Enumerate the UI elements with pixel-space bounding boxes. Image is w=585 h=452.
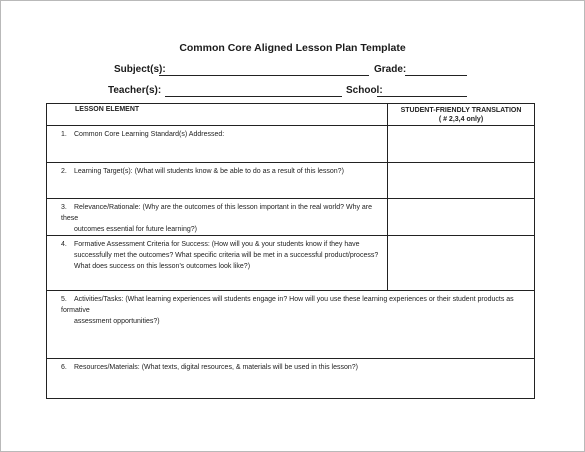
grade-field[interactable] [405, 75, 467, 76]
table-row [47, 126, 535, 163]
subject-label: Subject(s): [114, 64, 166, 75]
row-text-continued: assessment opportunities?) [74, 318, 160, 325]
row-number: 4. [61, 241, 67, 248]
document-title: Common Core Aligned Lesson Plan Template [179, 42, 406, 54]
row-text-continued: outcomes essential for future learning?) [74, 226, 197, 233]
translation-cell[interactable] [388, 163, 535, 199]
table-row [47, 291, 535, 359]
lesson-element-header: LESSON ELEMENT [47, 104, 388, 126]
student-translation-header-line2: ( # 2,3,4 only) [438, 116, 484, 123]
row-number: 2. [61, 168, 67, 175]
activities-cell[interactable] [47, 291, 535, 359]
row-text: Common Core Learning Standard(s) Addressed: [74, 131, 225, 138]
lesson-element-cell[interactable] [47, 199, 388, 236]
translation-cell[interactable] [388, 126, 535, 163]
table-row [47, 163, 535, 199]
school-field[interactable] [377, 96, 467, 97]
translation-cell[interactable] [388, 199, 535, 236]
row-text: Relevance/Rationale: (Why are the outcomes of this lesson important in the real world? Why are these [61, 204, 373, 222]
lesson-plan-table [46, 103, 535, 399]
table-row [47, 236, 535, 291]
row-number: 6. [61, 364, 67, 371]
row-text: Formative Assessment Criteria for Success: (How will you & your students know if they have [74, 241, 360, 248]
row-number: 1. [61, 131, 67, 138]
row-text: Resources/Materials: (What texts, digital resources, & materials will be used in this lesson?) [74, 364, 358, 371]
row-text: Learning Target(s): (What will students know & be able to do as a result of this lesson?) [74, 168, 344, 175]
translation-cell[interactable] [388, 236, 535, 291]
lesson-element-cell[interactable] [47, 236, 388, 291]
student-translation-header-line1: STUDENT-FRIENDLY TRANSLATION [400, 107, 522, 114]
table-row [47, 359, 535, 399]
teacher-school-row [1, 85, 584, 99]
row-number: 3. [61, 204, 67, 211]
lesson-element-cell[interactable] [47, 163, 388, 199]
student-translation-header [388, 104, 535, 126]
lesson-element-cell[interactable] [47, 126, 388, 163]
teacher-field[interactable] [165, 96, 342, 97]
subject-grade-row [1, 64, 584, 78]
grade-label: Grade: [374, 64, 407, 75]
school-label: School: [346, 85, 383, 96]
table-row [47, 199, 535, 236]
teacher-label: Teacher(s): [108, 85, 162, 96]
row-text: Activities/Tasks: (What learning experiences will students engage in? How will you use these learning experiences or their student products as formative [61, 296, 514, 314]
resources-cell[interactable] [47, 359, 535, 399]
subject-field[interactable] [159, 75, 369, 76]
row-number: 5. [61, 296, 67, 303]
row-text-continued: successfully met the outcomes? What specific criteria will be met in a successful product/process? [74, 252, 379, 259]
row-text-continued: What does success on this lesson's outcomes look like?) [74, 263, 251, 270]
table-header-row [47, 104, 535, 126]
